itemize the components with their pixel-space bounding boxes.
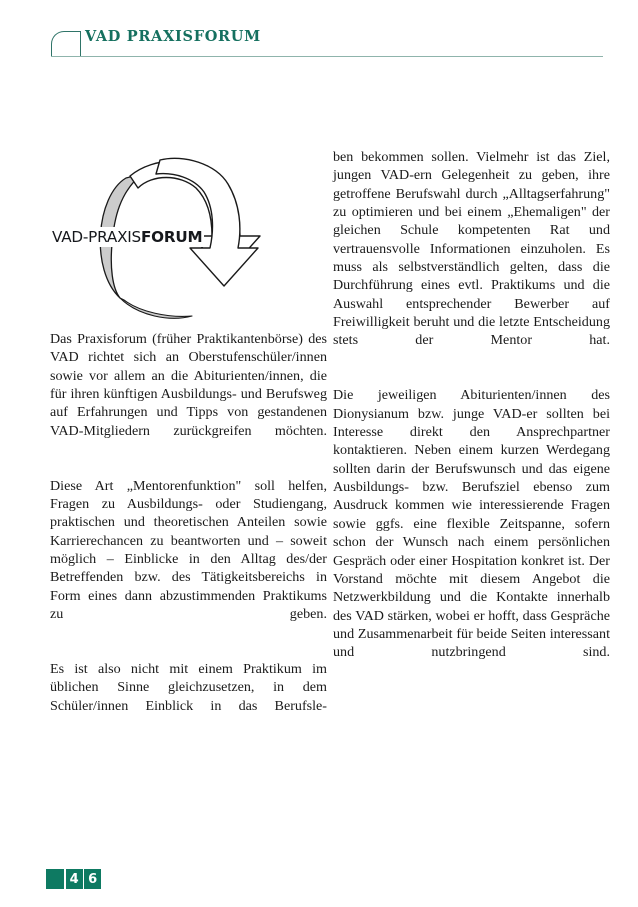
paragraph: Diese Art „Mentorenfunktion" soll helfen, Fragen zu Ausbildungs- oder Studiengang, praktischen und theoretischen Anteilen sowie Karrierechancen zu beantworten und – soweit möglich – Einblicke in den Alltag des/der Betreffenden bzw. des Tätigkeitsbereichs in Form eines dann abzustimmenden Praktikums zu geben. (50, 477, 327, 623)
header-divider (51, 56, 603, 57)
page-footer (46, 869, 101, 889)
folio-digit-ones: 6 (84, 869, 101, 889)
logo-wordmark (52, 227, 204, 247)
paragraph: Das Praxisforum (früher Praktikantenbörse) des VAD richtet sich an Oberstufenschüler/innen sowie vor allem an die Abiturienten/innen, die für ihren künftigen Ausbildungs- und Berufsweg auf Erfahrungen und Tipps von gestandenen VAD-Mitgliedern zurückgreifen möchten. (50, 331, 327, 439)
page-title: VAD PRAXISFORUM (85, 28, 261, 45)
folio-digit-tens: 4 (66, 869, 83, 889)
paragraph: Die jeweiligen Abiturienten/innen des Dionysianum bzw. junge VAD-er sollten bei Interesse direkt den Ansprechpartner kontaktieren. Neben einem kurzen Werdegang sollten darin der Berufswunsch und das eigene Ausbildungs- bzw. Berufsziel ebenso zum Ausdruck kommen wie interessierende Fragen sowie ggfs. eine flexible Zeitspanne, sofern schon der Wunsch nach einem persönlichen Gespräch oder einer Hospitation konkret ist. Der Vorstand möchte mit diesem Angebot die Netzwerkbildung und die Kontakte innerhalb des VAD stärken, wobei er hofft, dass Gespräche und Zusammenarbeit für beide Seiten interessant und nutzbringend sind. (333, 387, 610, 661)
page-header (0, 0, 638, 70)
logo-wordmark-light: VAD-PRAXIS (52, 228, 141, 246)
bracket-icon (51, 31, 81, 56)
praxisforum-logo (50, 148, 285, 326)
text-column-right (333, 148, 610, 680)
logo-wordmark-bold: FORUM (141, 228, 203, 246)
header-rule-cap (51, 44, 52, 56)
paragraph: ben bekommen sollen. Vielmehr ist das Ziel, jungen VAD-ern Gelegenheit zu geben, ihre getroffene Berufswahl durch „Alltagserfahrung" zu optimieren und bei einem „Ehemaligen" der gleichen Schule kompetenten Rat und vertrauensvolle Informationen einzuholen. Es muss als selbstverständlich gelten, dass die Durchführung eines evtl. Praktikums und die Auswahl entsprechender Bewerber auf Freiwilligkeit beruht und die letzte Entscheidung stets der Mentor hat. (333, 149, 610, 349)
paragraph: Es ist also nicht mit einem Praktikum im üblichen Sinne gleichzusetzen, in dem Schüler/innen Einblick in das Berufsle- (50, 661, 327, 714)
text-column-left (50, 148, 327, 733)
folio-block-decorative (46, 869, 64, 889)
